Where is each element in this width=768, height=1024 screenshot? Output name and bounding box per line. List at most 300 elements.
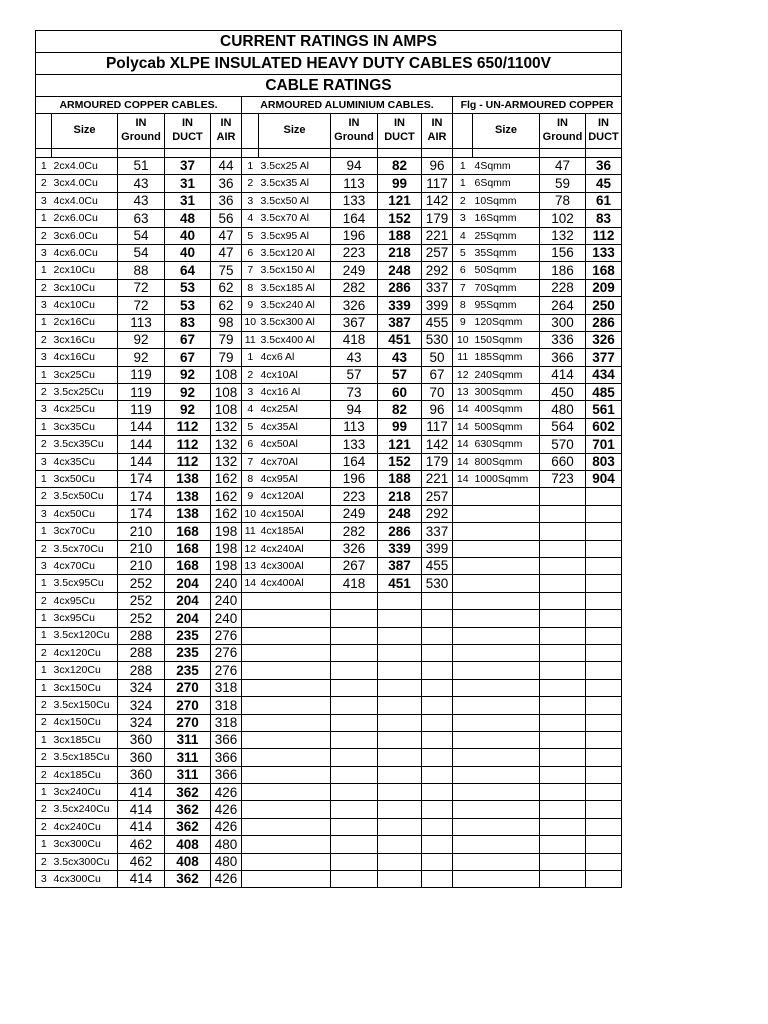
unarmoured-ground-rating: 300 [540, 314, 586, 331]
aluminium-duct-rating: 57 [378, 366, 422, 383]
copper-ground-rating: 54 [118, 244, 165, 261]
table-row [36, 818, 622, 835]
copper-ground-rating: 360 [118, 749, 165, 766]
copper-size-cell: 2cx16Cu [52, 314, 118, 331]
aluminium-duct-rating: 218 [378, 488, 422, 505]
unarmoured-size-cell: 25Sqmm [473, 227, 540, 244]
unarmoured-empty-cell [586, 801, 622, 818]
copper-duct-rating: 37 [165, 158, 211, 175]
aluminium-row-number: 14 [242, 575, 259, 592]
unarmoured-duct-rating: 250 [586, 297, 622, 314]
aluminium-empty-cell [378, 801, 422, 818]
copper-row-number: 2 [36, 175, 52, 192]
aluminium-row-number: 12 [242, 540, 259, 557]
unarmoured-row-number: 1 [453, 158, 473, 175]
unarmoured-duct-rating: 602 [586, 418, 622, 435]
table-row [36, 210, 622, 227]
copper-row-number: 2 [36, 331, 52, 348]
aluminium-air-rating: 292 [422, 262, 453, 279]
aluminium-empty-cell [331, 853, 378, 870]
table-row [36, 784, 622, 801]
copper-row-number: 1 [36, 314, 52, 331]
copper-size-cell: 3cx10Cu [52, 279, 118, 296]
unarmoured-row-number: 11 [453, 349, 473, 366]
copper-row-number: 2 [36, 384, 52, 401]
aluminium-duct-rating: 82 [378, 158, 422, 175]
copper-size-cell: 4cx4.0Cu [52, 192, 118, 209]
copper-row-number: 1 [36, 366, 52, 383]
copper-ground-rating: 72 [118, 279, 165, 296]
copper-size-cell: 3cx35Cu [52, 418, 118, 435]
copper-row-number: 2 [36, 488, 52, 505]
copper-size-cell: 4cx16Cu [52, 349, 118, 366]
copper-size-cell: 3cx185Cu [52, 731, 118, 748]
copper-size-cell: 3cx6.0Cu [52, 227, 118, 244]
unarmoured-row-number: 6 [453, 262, 473, 279]
unarmoured-empty-cell [473, 644, 540, 661]
unarmoured-row-number: 5 [453, 244, 473, 261]
copper-size-cell: 3.5cx25Cu [52, 384, 118, 401]
aluminium-ground-rating: 326 [331, 540, 378, 557]
aluminium-ground-rating: 133 [331, 436, 378, 453]
aluminium-ground-rating: 57 [331, 366, 378, 383]
copper-size-cell: 3.5cx185Cu [52, 749, 118, 766]
copper-duct-rating: 112 [165, 453, 211, 470]
table-row [36, 749, 622, 766]
unarmoured-size-cell: 120Sqmm [473, 314, 540, 331]
cable-ratings-sheet [35, 30, 622, 888]
unarmoured-empty-cell [453, 714, 473, 731]
copper-duct-rating: 235 [165, 644, 211, 661]
unarmoured-empty-cell [540, 766, 586, 783]
copper-air-rating: 240 [211, 610, 242, 627]
copper-size-cell: 2cx4.0Cu [52, 158, 118, 175]
unarmoured-duct-rating: 112 [586, 227, 622, 244]
copper-duct-rating: 204 [165, 575, 211, 592]
unarmoured-empty-cell [586, 505, 622, 522]
unarmoured-row-number: 14 [453, 471, 473, 488]
unarmoured-empty-cell [586, 488, 622, 505]
copper-row-number: 1 [36, 158, 52, 175]
copper-air-rating: 47 [211, 244, 242, 261]
unarmoured-ground-rating: 660 [540, 453, 586, 470]
copper-duct-rating: 168 [165, 523, 211, 540]
aluminium-air-rating: 257 [422, 244, 453, 261]
aluminium-empty-cell [378, 766, 422, 783]
copper-ground-rating: 252 [118, 575, 165, 592]
copper-air-rating: 36 [211, 192, 242, 209]
copper-size-cell: 4cx150Cu [52, 714, 118, 731]
copper-size-cell: 3cx150Cu [52, 679, 118, 696]
aluminium-ground-rating: 282 [331, 279, 378, 296]
aluminium-empty-cell [331, 766, 378, 783]
column-header-row [36, 114, 622, 149]
aluminium-duct-rating: 60 [378, 384, 422, 401]
unarmoured-empty-cell [453, 749, 473, 766]
aluminium-row-number: 13 [242, 557, 259, 574]
copper-row-number: 1 [36, 679, 52, 696]
aluminium-ground-rating: 164 [331, 453, 378, 470]
unarmoured-empty-cell [473, 488, 540, 505]
aluminium-empty-cell [259, 818, 331, 835]
aluminium-air-rating: 50 [422, 349, 453, 366]
table-row [36, 662, 622, 679]
aluminium-duct-rating: 188 [378, 227, 422, 244]
aluminium-empty-cell [259, 679, 331, 696]
table-row [36, 175, 622, 192]
copper-air-rating: 98 [211, 314, 242, 331]
unarmoured-size-cell: 70Sqmm [473, 279, 540, 296]
copper-row-number: 2 [36, 766, 52, 783]
unarmoured-size-cell: 630Sqmm [473, 436, 540, 453]
col-header-size: Size [473, 114, 540, 149]
aluminium-row-number: 3 [242, 384, 259, 401]
copper-air-rating: 79 [211, 349, 242, 366]
copper-size-cell: 3cx25Cu [52, 366, 118, 383]
aluminium-air-rating: 399 [422, 540, 453, 557]
copper-duct-rating: 48 [165, 210, 211, 227]
copper-duct-rating: 138 [165, 488, 211, 505]
copper-row-number: 1 [36, 610, 52, 627]
unarmoured-empty-cell [473, 505, 540, 522]
aluminium-size-cell: 4cx6 Al [259, 349, 331, 366]
unarmoured-empty-cell [453, 853, 473, 870]
table-row [36, 697, 622, 714]
copper-size-cell: 4cx25Cu [52, 401, 118, 418]
unarmoured-empty-cell [540, 853, 586, 870]
unarmoured-row-number: 14 [453, 401, 473, 418]
aluminium-duct-rating: 99 [378, 418, 422, 435]
aluminium-ground-rating: 164 [331, 210, 378, 227]
copper-air-rating: 132 [211, 453, 242, 470]
aluminium-empty-cell [259, 801, 331, 818]
copper-row-number: 3 [36, 297, 52, 314]
aluminium-empty-cell [378, 610, 422, 627]
aluminium-row-number: 5 [242, 227, 259, 244]
copper-size-cell: 4cx10Cu [52, 297, 118, 314]
aluminium-row-number: 3 [242, 192, 259, 209]
unarmoured-row-number: 13 [453, 384, 473, 401]
unarmoured-empty-cell [586, 731, 622, 748]
aluminium-ground-rating: 113 [331, 418, 378, 435]
copper-size-cell: 3.5cx150Cu [52, 697, 118, 714]
unarmoured-row-number: 2 [453, 192, 473, 209]
unarmoured-empty-cell [586, 871, 622, 888]
copper-duct-rating: 204 [165, 610, 211, 627]
copper-air-rating: 318 [211, 697, 242, 714]
aluminium-ground-rating: 282 [331, 523, 378, 540]
unarmoured-ground-rating: 156 [540, 244, 586, 261]
copper-air-rating: 162 [211, 505, 242, 522]
copper-duct-rating: 31 [165, 192, 211, 209]
unarmoured-empty-cell [586, 523, 622, 540]
copper-duct-rating: 362 [165, 801, 211, 818]
table-row [36, 349, 622, 366]
unarmoured-empty-cell [473, 818, 540, 835]
unarmoured-duct-rating: 434 [586, 366, 622, 383]
unarmoured-empty-cell [453, 644, 473, 661]
copper-row-number: 3 [36, 871, 52, 888]
unarmoured-empty-cell [540, 679, 586, 696]
unarmoured-duct-rating: 133 [586, 244, 622, 261]
copper-ground-rating: 288 [118, 644, 165, 661]
copper-air-rating: 426 [211, 871, 242, 888]
copper-size-cell: 3.5cx50Cu [52, 488, 118, 505]
table-row [36, 331, 622, 348]
unarmoured-ground-rating: 414 [540, 366, 586, 383]
aluminium-ground-rating: 113 [331, 175, 378, 192]
aluminium-empty-cell [331, 836, 378, 853]
aluminium-row-number: 10 [242, 505, 259, 522]
copper-row-number: 3 [36, 505, 52, 522]
copper-duct-rating: 362 [165, 784, 211, 801]
copper-air-rating: 44 [211, 158, 242, 175]
aluminium-empty-cell [378, 836, 422, 853]
title-cable-ratings: CABLE RATINGS [36, 75, 622, 97]
unarmoured-size-cell: 240Sqmm [473, 366, 540, 383]
copper-duct-rating: 311 [165, 766, 211, 783]
unarmoured-empty-cell [540, 836, 586, 853]
aluminium-duct-rating: 99 [378, 175, 422, 192]
table-row [36, 488, 622, 505]
copper-size-cell: 3.5cx35Cu [52, 436, 118, 453]
copper-size-cell: 3cx70Cu [52, 523, 118, 540]
aluminium-duct-rating: 188 [378, 471, 422, 488]
copper-duct-rating: 31 [165, 175, 211, 192]
aluminium-empty-cell [242, 592, 259, 609]
copper-duct-rating: 408 [165, 853, 211, 870]
copper-duct-rating: 204 [165, 592, 211, 609]
aluminium-size-cell: 3.5cx150 Al [259, 262, 331, 279]
aluminium-empty-cell [378, 679, 422, 696]
table-row [36, 523, 622, 540]
copper-duct-rating: 311 [165, 749, 211, 766]
aluminium-size-cell: 3.5cx400 Al [259, 331, 331, 348]
aluminium-empty-cell [422, 662, 453, 679]
copper-ground-rating: 210 [118, 523, 165, 540]
copper-ground-rating: 174 [118, 505, 165, 522]
unarmoured-empty-cell [473, 610, 540, 627]
aluminium-ground-rating: 94 [331, 158, 378, 175]
copper-ground-rating: 360 [118, 766, 165, 783]
table-row [36, 158, 622, 175]
copper-duct-rating: 92 [165, 384, 211, 401]
aluminium-empty-cell [331, 714, 378, 731]
copper-row-number: 1 [36, 418, 52, 435]
unarmoured-empty-cell [473, 662, 540, 679]
copper-size-cell: 4cx6.0Cu [52, 244, 118, 261]
unarmoured-duct-rating: 561 [586, 401, 622, 418]
unarmoured-empty-cell [586, 853, 622, 870]
unarmoured-empty-cell [540, 592, 586, 609]
table-row [36, 314, 622, 331]
aluminium-size-cell: 4cx185Al [259, 523, 331, 540]
copper-duct-rating: 270 [165, 679, 211, 696]
copper-size-cell: 3.5cx70Cu [52, 540, 118, 557]
aluminium-empty-cell [259, 853, 331, 870]
copper-air-rating: 132 [211, 436, 242, 453]
aluminium-empty-cell [378, 749, 422, 766]
copper-air-rating: 318 [211, 714, 242, 731]
aluminium-empty-cell [422, 592, 453, 609]
aluminium-empty-cell [259, 714, 331, 731]
table-row [36, 262, 622, 279]
table-row [36, 192, 622, 209]
aluminium-duct-rating: 339 [378, 297, 422, 314]
copper-air-rating: 47 [211, 227, 242, 244]
copper-air-rating: 56 [211, 210, 242, 227]
col-header-in-duct: IN DUCT [378, 114, 422, 149]
unarmoured-empty-cell [453, 679, 473, 696]
aluminium-empty-cell [422, 766, 453, 783]
copper-duct-rating: 40 [165, 244, 211, 261]
unarmoured-empty-cell [586, 784, 622, 801]
copper-duct-rating: 67 [165, 331, 211, 348]
unarmoured-ground-rating: 78 [540, 192, 586, 209]
aluminium-empty-cell [422, 679, 453, 696]
aluminium-air-rating: 530 [422, 331, 453, 348]
unarmoured-ground-rating: 186 [540, 262, 586, 279]
copper-air-rating: 198 [211, 523, 242, 540]
copper-ground-rating: 288 [118, 627, 165, 644]
aluminium-size-cell: 4cx95Al [259, 471, 331, 488]
aluminium-size-cell: 3.5cx120 Al [259, 244, 331, 261]
copper-air-rating: 366 [211, 766, 242, 783]
copper-air-rating: 132 [211, 418, 242, 435]
unarmoured-empty-cell [453, 627, 473, 644]
copper-row-number: 1 [36, 836, 52, 853]
aluminium-ground-rating: 196 [331, 471, 378, 488]
table-row [36, 540, 622, 557]
copper-row-number: 2 [36, 592, 52, 609]
aluminium-empty-cell [331, 644, 378, 661]
unarmoured-empty-cell [473, 540, 540, 557]
group-header-unarmoured-copper: Flg - UN-ARMOURED COPPER [453, 97, 622, 114]
copper-size-cell: 3cx95Cu [52, 610, 118, 627]
title-current-ratings: CURRENT RATINGS IN AMPS [36, 31, 622, 53]
copper-air-rating: 318 [211, 679, 242, 696]
copper-ground-rating: 92 [118, 331, 165, 348]
copper-row-number: 1 [36, 784, 52, 801]
copper-duct-rating: 112 [165, 436, 211, 453]
aluminium-empty-cell [331, 731, 378, 748]
table-row [36, 244, 622, 261]
ratings-table [35, 30, 622, 888]
unarmoured-size-cell: 35Sqmm [473, 244, 540, 261]
aluminium-size-cell: 3.5cx25 Al [259, 158, 331, 175]
table-row [36, 627, 622, 644]
copper-duct-rating: 235 [165, 662, 211, 679]
aluminium-empty-cell [331, 697, 378, 714]
copper-size-cell: 2cx6.0Cu [52, 210, 118, 227]
unarmoured-ground-rating: 366 [540, 349, 586, 366]
copper-ground-rating: 92 [118, 349, 165, 366]
table-row [36, 714, 622, 731]
unarmoured-empty-cell [540, 801, 586, 818]
unarmoured-row-number: 3 [453, 210, 473, 227]
copper-size-cell: 4cx95Cu [52, 592, 118, 609]
copper-air-rating: 426 [211, 784, 242, 801]
copper-air-rating: 36 [211, 175, 242, 192]
copper-row-number: 1 [36, 731, 52, 748]
unarmoured-empty-cell [586, 766, 622, 783]
aluminium-empty-cell [422, 784, 453, 801]
copper-air-rating: 162 [211, 488, 242, 505]
aluminium-row-number: 5 [242, 418, 259, 435]
aluminium-empty-cell [331, 784, 378, 801]
unarmoured-duct-rating: 61 [586, 192, 622, 209]
col-header-in-duct: IN DUCT [165, 114, 211, 149]
copper-ground-rating: 174 [118, 471, 165, 488]
unarmoured-empty-cell [473, 853, 540, 870]
unarmoured-ground-rating: 264 [540, 297, 586, 314]
copper-air-rating: 426 [211, 801, 242, 818]
copper-size-cell: 3.5cx300Cu [52, 853, 118, 870]
copper-row-number: 2 [36, 801, 52, 818]
unarmoured-size-cell: 300Sqmm [473, 384, 540, 401]
unarmoured-duct-rating: 803 [586, 453, 622, 470]
aluminium-empty-cell [422, 853, 453, 870]
aluminium-air-rating: 96 [422, 158, 453, 175]
aluminium-size-cell: 4cx300Al [259, 557, 331, 574]
unarmoured-size-cell: 500Sqmm [473, 418, 540, 435]
copper-row-number: 1 [36, 471, 52, 488]
copper-size-cell: 4cx185Cu [52, 766, 118, 783]
unarmoured-ground-rating: 102 [540, 210, 586, 227]
aluminium-size-cell: 4cx16 Al [259, 384, 331, 401]
aluminium-ground-rating: 418 [331, 575, 378, 592]
copper-row-number: 2 [36, 227, 52, 244]
copper-size-cell: 3.5cx95Cu [52, 575, 118, 592]
copper-row-number: 2 [36, 749, 52, 766]
copper-size-cell: 4cx50Cu [52, 505, 118, 522]
table-row [36, 366, 622, 383]
aluminium-row-number: 11 [242, 523, 259, 540]
aluminium-empty-cell [242, 644, 259, 661]
aluminium-ground-rating: 367 [331, 314, 378, 331]
unarmoured-empty-cell [473, 697, 540, 714]
aluminium-duct-rating: 387 [378, 314, 422, 331]
unarmoured-size-cell: 16Sqmm [473, 210, 540, 227]
copper-air-rating: 366 [211, 749, 242, 766]
unarmoured-empty-cell [586, 679, 622, 696]
unarmoured-size-cell: 4Sqmm [473, 158, 540, 175]
table-row [36, 871, 622, 888]
unarmoured-empty-cell [473, 766, 540, 783]
copper-duct-rating: 362 [165, 818, 211, 835]
unarmoured-duct-rating: 36 [586, 158, 622, 175]
aluminium-air-rating: 117 [422, 175, 453, 192]
aluminium-air-rating: 337 [422, 523, 453, 540]
copper-duct-rating: 362 [165, 871, 211, 888]
unarmoured-empty-cell [586, 557, 622, 574]
col-header-blank [242, 114, 259, 149]
aluminium-air-rating: 257 [422, 488, 453, 505]
unarmoured-empty-cell [453, 766, 473, 783]
col-header-blank [453, 114, 473, 149]
unarmoured-row-number: 7 [453, 279, 473, 296]
copper-duct-rating: 53 [165, 297, 211, 314]
aluminium-duct-rating: 451 [378, 331, 422, 348]
aluminium-air-rating: 70 [422, 384, 453, 401]
aluminium-air-rating: 179 [422, 210, 453, 227]
aluminium-empty-cell [242, 818, 259, 835]
copper-duct-rating: 83 [165, 314, 211, 331]
aluminium-empty-cell [378, 853, 422, 870]
aluminium-row-number: 9 [242, 297, 259, 314]
aluminium-row-number: 1 [242, 158, 259, 175]
copper-air-rating: 366 [211, 731, 242, 748]
